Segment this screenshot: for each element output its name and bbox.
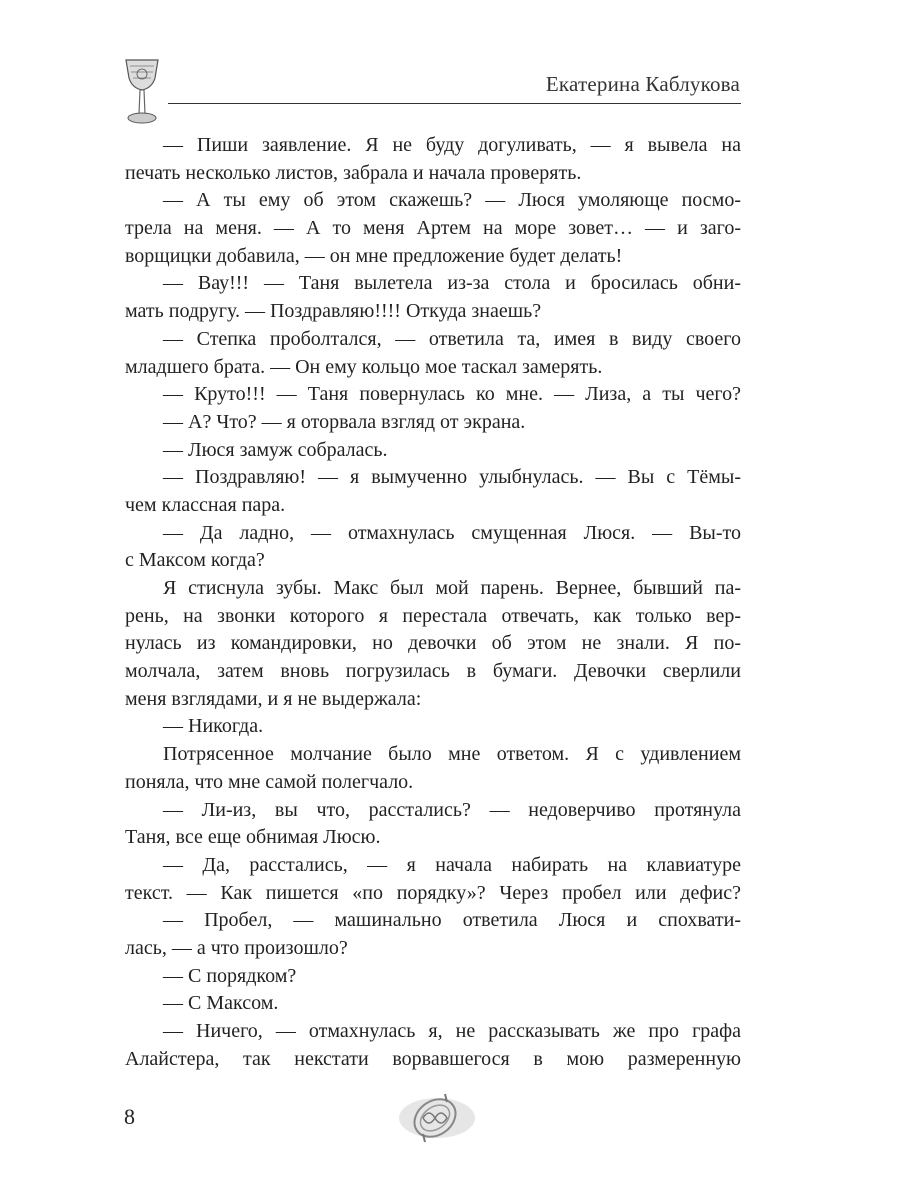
body-text <box>125 132 741 1073</box>
text-line: поняла, что мне самой полегчало. <box>125 770 414 793</box>
text-line: текст. — Как пишется «по порядку»? Через пробел или дефис? <box>125 881 741 904</box>
text-line: — Поздравляю! — я вымученно улыбнулась. — Вы с Тёмы- <box>163 466 741 489</box>
text-line: лась, — а что произошло? <box>125 936 348 959</box>
text-line: младшего брата. — Он ему кольцо мое таскал замерять. <box>125 355 603 378</box>
text-line: Алайстера, так некстати ворвавшегося в мою размеренную <box>125 1047 741 1070</box>
text-line: — Пробел, — машинально ответила Люся и спохвати- <box>163 909 741 932</box>
text-line: меня взглядами, и я не выдержала: <box>125 687 422 710</box>
text-line: Таня, все еще обнимая Люсю. <box>125 826 381 849</box>
text-line: нулась из командировки, но девочки об этом не знали. Я по- <box>125 632 741 655</box>
text-line: — С порядком? <box>163 964 297 987</box>
text-line: ворщицки добавила, — он мне предложение будет делать! <box>125 244 623 267</box>
text-line: с Максом когда? <box>125 549 265 572</box>
text-line: Потрясенное молчание было мне ответом. Я с удивлением <box>163 743 741 766</box>
text-line: — Никогда. <box>163 715 264 738</box>
text-line: — Степка проболтался, — ответила та, имея в виду своего <box>163 327 741 350</box>
text-line: Я стиснула зубы. Макс был мой парень. Вернее, бывший па- <box>163 577 741 599</box>
text-line: печать несколько листов, забрала и начала проверять. <box>125 161 582 184</box>
text-line: — Ничего, — отмахнулась я, не рассказывать же про графа <box>163 1020 741 1042</box>
text-line: — С Максом. <box>163 992 279 1015</box>
infinity-ornament-icon <box>385 1088 485 1148</box>
goblet-ornament-icon <box>118 56 166 126</box>
text-line: чем классная пара. <box>125 493 286 516</box>
text-line: — Да ладно, — отмахнулась смущенная Люся. — Вы-то <box>163 521 741 544</box>
text-line: рень, на звонки которого я перестала отвечать, как только вер- <box>125 604 741 627</box>
text-line: — Люся замуж собралась. <box>163 438 388 461</box>
text-line: — А ты ему об этом скажешь? — Люся умоляюще посмо- <box>163 189 741 212</box>
text-line: — Вау!!! — Таня вылетела из-за стола и бросилась обни- <box>163 272 741 295</box>
text-line: — Да, расстались, — я начала набирать на клавиатуре <box>163 853 741 876</box>
text-line: — А? Что? — я оторвала взгляд от экрана. <box>163 410 526 433</box>
page-number: 8 <box>124 1104 135 1129</box>
text-line: — Круто!!! — Таня повернулась ко мне. — Лиза, а ты чего? <box>163 383 741 406</box>
text-line: — Пиши заявление. Я не буду догуливать, — я вывела на <box>163 134 741 156</box>
running-header-author: Екатерина Каблукова <box>545 72 740 96</box>
text-line: трела на меня. — А то меня Артем на море зовет… — и заго- <box>125 217 741 240</box>
header-rule <box>168 103 741 104</box>
text-line: мать подругу. — Поздравляю!!!! Откуда знаешь? <box>125 300 542 323</box>
text-line: молчала, затем вновь погрузилась в бумаги. Девочки сверлили <box>125 660 741 683</box>
text-line: — Ли-из, вы что, расстались? — недоверчиво протянула <box>163 798 741 821</box>
